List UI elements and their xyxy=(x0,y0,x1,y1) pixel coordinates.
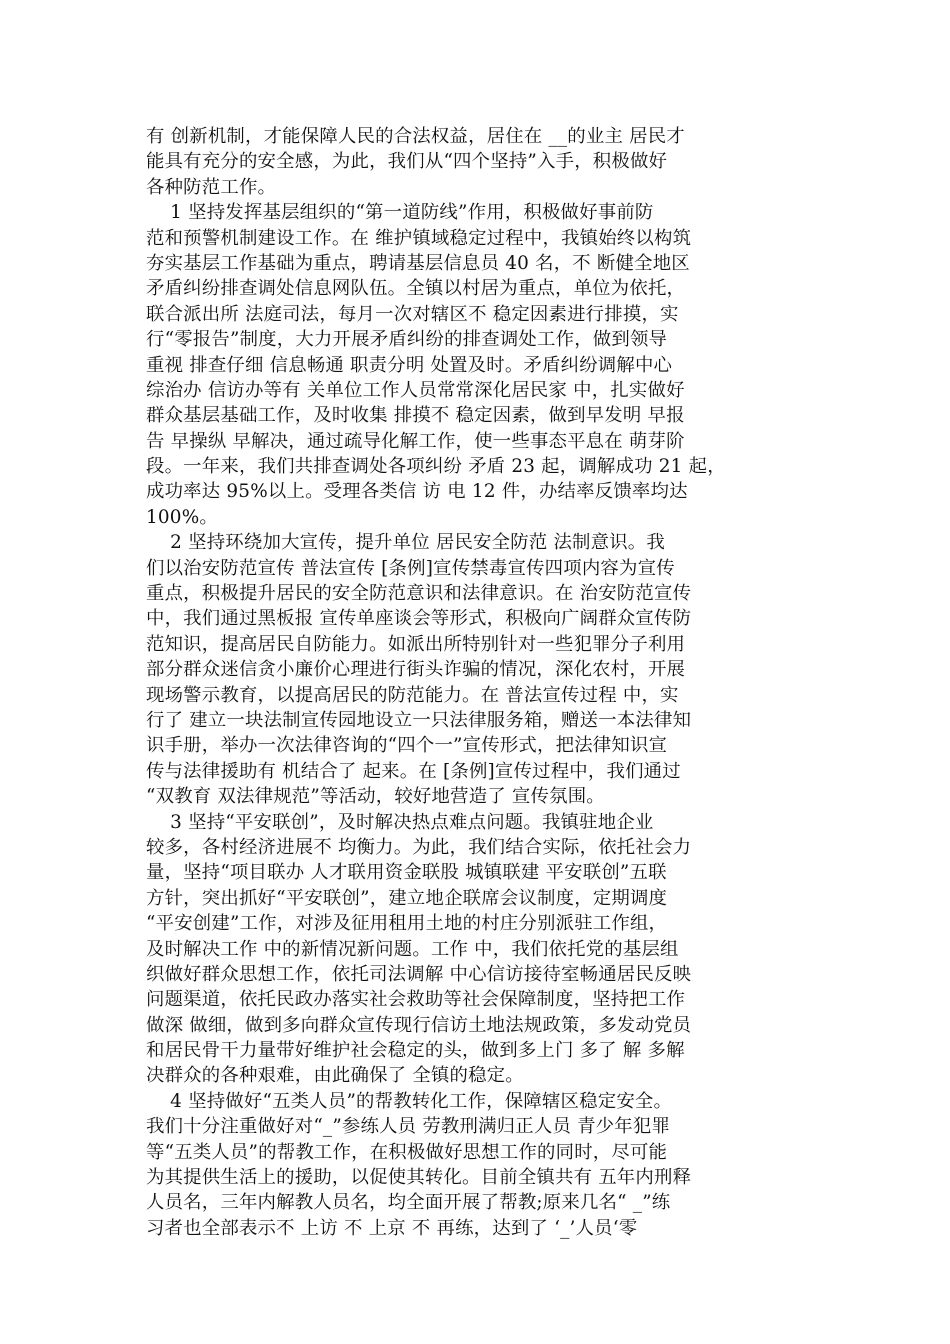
text-line: 较多，各村经济进展不 均衡力。为此，我们结合实际，依托社会力 xyxy=(146,836,692,858)
paragraph-2 xyxy=(146,530,810,809)
text-line: 4 坚持做好“五类人员”的帮教转化工作，保障辖区稳定安全。 xyxy=(146,1090,673,1112)
text-line: 群众基层基础工作，及时收集 排摸不 稳定因素，做到早发明 早报 xyxy=(146,405,685,427)
text-line: “双教育 双法律规范”等活动，较好地营造了 宣传氛围。 xyxy=(146,786,605,808)
paragraph-intro xyxy=(146,124,810,200)
text-line: 综治办 信访办等有 关单位工作人员常常深化居民家 中，扎实做好 xyxy=(146,379,685,401)
text-line: 联合派出所 法庭司法，每月一次对辖区不 稳定因素进行排摸，实 xyxy=(146,303,679,325)
text-line: 重视 排查仔细 信息畅通 职责分明 处置及时。矛盾纠纷调解中心 xyxy=(146,354,673,376)
text-line: 做深 做细，做到多向群众宣传现行信访土地法规政策，多发动党员 xyxy=(146,1014,692,1036)
text-line: 识手册，举办一次法律咨询的“四个一”宣传形式，把法律知识宣 xyxy=(146,735,668,757)
text-line: 3 坚持“平安联创”，及时解决热点难点问题。我镇驻地企业 xyxy=(146,811,654,833)
text-line: 重点，积极提升居民的安全防范意识和法律意识。在 治安防范宣传 xyxy=(146,583,692,605)
text-line: 中，我们通过黑板报 宣传单座谈会等形式，积极向广阔群众宣传防 xyxy=(146,608,692,630)
text-line: 矛盾纠纷排查调处信息网队伍。全镇以村居为重点，单位为依托， xyxy=(146,278,686,300)
text-line: 行了 建立一块法制宣传园地设立一只法律服务箱，赠送一本法律知 xyxy=(146,709,692,731)
text-line: 各种防范工作。 xyxy=(146,176,277,198)
text-line: 2 坚持环绕加大宣传，提升单位 居民安全防范 法制意识。我 xyxy=(146,532,665,554)
text-line: 和居民骨干力量带好维护社会稳定的头，做到多上门 多了 解 多解 xyxy=(146,1040,685,1062)
text-line: 能具有充分的安全感，为此，我们从“四个坚持”入手，积极做好 xyxy=(146,151,668,173)
document-page xyxy=(146,124,810,1241)
text-line: 决群众的各种艰难，由此确保了 全镇的稳定。 xyxy=(146,1065,524,1087)
paragraph-3 xyxy=(146,810,810,1089)
text-line: “平安创建”工作，对涉及征用租用土地的村庄分别派驻工作组， xyxy=(146,913,668,935)
text-line: 成功率达 95%以上。受理各类信 访 电 12 件，办结率反馈率均达 xyxy=(146,481,688,503)
text-line: 人员名，三年内解教人员名，均全面开展了帮教;原来几名“ _”练 xyxy=(146,1192,671,1214)
text-line: 行“零报告”制度，大力开展矛盾纠纷的排查调处工作，做到领导 xyxy=(146,329,668,351)
text-line: 们以治安防范宣传 普法宣传 [条例]宣传禁毒宣传四项内容为宣传 xyxy=(146,557,675,579)
text-line: 我们十分注重做好对“_”参练人员 劳教刑满归正人员 青少年犯罪 xyxy=(146,1116,671,1138)
text-line: 及时解决工作 中的新情况新问题。工作 中，我们依托党的基层组 xyxy=(146,938,679,960)
text-line: 织做好群众思想工作，依托司法调解 中心信访接待室畅通居民反映 xyxy=(146,963,692,985)
text-line: 习者也全部表示不 上访 不 上京 不 再练，达到了 ‘_’人员‘零 xyxy=(146,1217,638,1239)
text-line: 夯实基层工作基础为重点，聘请基层信息员 40 名，不 断健全地区 xyxy=(146,252,690,274)
paragraph-4 xyxy=(146,1089,810,1241)
text-line: 告 早操纵 早解决，通过疏导化解工作，使一些事态平息在 萌芽阶 xyxy=(146,430,685,452)
text-line: 部分群众迷信贪小廉价心理进行街头诈骗的情况，深化农村，开展 xyxy=(146,659,686,681)
text-line: 范和预警机制建设工作。在 维护镇域稳定过程中，我镇始终以构筑 xyxy=(146,227,692,249)
text-line: 100%。 xyxy=(146,506,218,528)
text-line: 为其提供生活上的援助，以促使其转化。目前全镇共有 五年内刑释 xyxy=(146,1167,692,1189)
text-line: 问题渠道，依托民政办落实社会救助等社会保障制度，坚持把工作 xyxy=(146,989,686,1011)
text-line: 有 创新机制，才能保障人民的合法权益，居住在 __的业主 居民才 xyxy=(146,126,685,147)
text-line: 等“五类人员”的帮教工作，在积极做好思想工作的同时，尽可能 xyxy=(146,1141,668,1163)
text-line: 传与法律援助有 机结合了 起来。在 [条例]宣传过程中，我们通过 xyxy=(146,760,681,782)
text-line: 量，坚持“项目联办 人才联用资金联股 城镇联建 平安联创”五联 xyxy=(146,862,667,884)
text-line: 段。一年来，我们共排查调处各项纠纷 矛盾 23 起，调解成功 21 起， xyxy=(146,456,726,478)
text-line: 1 坚持发挥基层组织的“第一道防线”作用，积极做好事前防 xyxy=(146,202,654,224)
text-line: 现场警示教育，以提高居民的防范能力。在 普法宣传过程 中，实 xyxy=(146,684,679,706)
paragraph-1 xyxy=(146,200,810,530)
text-line: 范知识，提高居民自防能力。如派出所特别针对一些犯罪分子利用 xyxy=(146,633,686,655)
text-line: 方针，突出抓好“平安联创”，建立地企联席会议制度，定期调度 xyxy=(146,887,668,909)
